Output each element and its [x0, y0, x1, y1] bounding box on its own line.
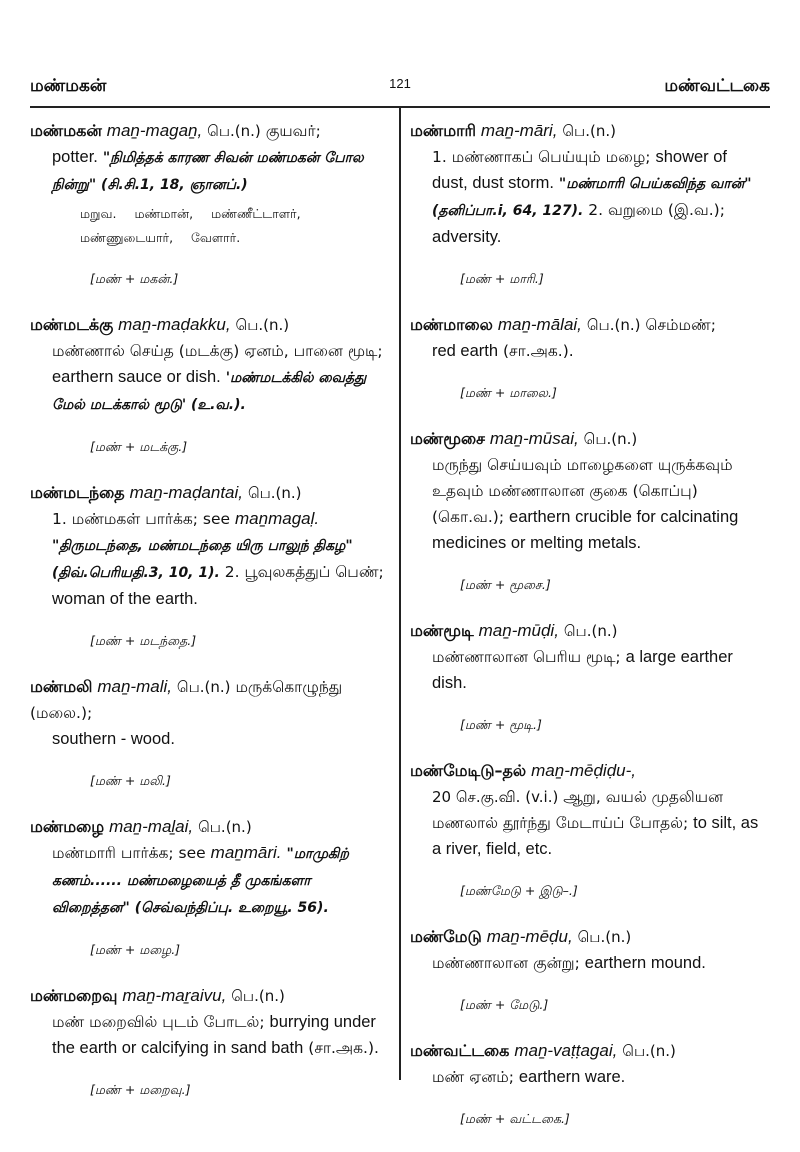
entry-body — [410, 1064, 765, 1090]
headword: மண்மலி — [30, 677, 93, 696]
definition-tamil: மண் மறைவில் புடம் போடல்; — [52, 1013, 265, 1031]
definition-tamil: மண்ணால் செய்த (மடக்கு) ஏனம், பானை மூடி; — [52, 342, 383, 360]
dictionary-entry — [410, 618, 765, 738]
headword: மண்மகன் — [30, 121, 102, 140]
synonym: மண்ணீட்டாளர், — [211, 206, 301, 221]
definition-english: burrying under the earth or calcifying in sand bath — [52, 1013, 376, 1057]
left-column — [30, 118, 390, 1123]
transliteration: maṉ-maḍakku, — [118, 315, 231, 334]
dictionary-entry — [30, 312, 390, 460]
cross-reference: maṉmagaḷ. — [235, 509, 320, 528]
dictionary-entry — [30, 118, 390, 292]
etymology: [மண் + மாரி.] — [460, 271, 544, 286]
dictionary-entry — [410, 1038, 765, 1132]
definition-english: southern - wood. — [52, 730, 175, 748]
transliteration: maṉ-vaṭṭagai, — [514, 1041, 618, 1060]
definition-english: shower of dust, dust storm. — [432, 148, 728, 192]
dictionary-entry — [410, 426, 765, 598]
citation: "மண்மாரி பெய்கவிந்த வான்" (தனிப்பா.i, 64, 127). — [432, 176, 752, 219]
transliteration: maṉ-maḍantai, — [129, 483, 243, 502]
dictionary-entry — [410, 758, 765, 904]
etymology: [மண்மேடு + இடு–.] — [460, 883, 578, 898]
definition-tamil: 2. வறுமை (இ.வ.); — [588, 201, 725, 219]
entry-first-line — [410, 118, 765, 144]
entry-body — [30, 840, 390, 921]
dictionary-entry — [30, 480, 390, 654]
page-number: 121 — [389, 76, 411, 91]
citation: "மாமுகிற் கணம்...... மண்மழையைத் தீ முகங்களா விறைத்தன" (செவ்வந்திப்பு. உறையூ. 56). — [52, 846, 349, 916]
right-column — [410, 118, 765, 1152]
dictionary-entry — [410, 924, 765, 1018]
definition-english: earthern ware. — [518, 1068, 626, 1086]
entry-first-line — [410, 426, 765, 452]
definition-english: red earth — [432, 342, 499, 360]
cross-reference: maṉmāri. — [210, 843, 282, 862]
headword: மண்மறைவு — [30, 986, 118, 1005]
transliteration: maṉ-mūḍi, — [478, 621, 559, 640]
definition-tamil: 1. மண்ணாகப் பெய்யும் மழை; — [432, 148, 651, 166]
etymology: [மண் + மூசை.] — [460, 577, 551, 592]
definition-tamil: மண்மாரி பார்க்க; see — [52, 844, 206, 862]
headword: மண்மூசை — [410, 429, 485, 448]
header-right-guideword: மண்வட்டகை — [664, 76, 770, 96]
entry-body — [410, 452, 765, 556]
grammar-label: பெ.(n.) — [231, 987, 285, 1005]
citation: 'மண்மடக்கில் வைத்து மேல் மடக்கால் மூடு' (உ.வ.). — [52, 370, 367, 413]
synonym: மண்மான், — [134, 206, 194, 221]
definition-tamil: மருந்து செய்யவும் மாழைகளை யுருக்கவும் உதவும் மண்ணாலான குகை (கொப்பு) (கொ.வ.); — [432, 456, 733, 526]
grammar-label: பெ.(n.) — [563, 622, 618, 640]
etymology: [மண் + மூடி.] — [460, 717, 542, 732]
header-left-guideword: மண்மகன் — [30, 76, 107, 96]
transliteration: maṉ-mālai, — [497, 315, 582, 334]
headword: மண்மழை — [30, 817, 105, 836]
definition-tamil: ஆறு, வயல் முதலியன மணலால் தூர்ந்து மேடாய்ப் போதல்; — [432, 788, 724, 832]
etymology: [மண் + மேடு.] — [460, 997, 549, 1012]
citation: "திருமடந்தை, மண்மடந்தை யிரு பாலுந் திகழ" (திவ்.பெரியதி.3, 10, 1). — [52, 538, 353, 581]
headword: மண்மூடி — [410, 621, 474, 640]
grammar-label: 20 செ.கு.வி. (v.i.) — [432, 788, 559, 806]
transliteration: maṉ-maṟaivu, — [122, 986, 227, 1005]
transliteration: maṉ-maḻai, — [109, 817, 194, 836]
entry-body — [30, 726, 390, 752]
grammar-label: பெ.(n.) — [577, 928, 632, 946]
headword: மண்மாலை — [410, 315, 493, 334]
grammar-label: பெ.(n.) — [207, 122, 261, 140]
entry-first-line — [30, 814, 390, 840]
dictionary-entry — [30, 674, 390, 794]
synonym-label: மறுவ. — [80, 206, 117, 221]
entry-first-line — [30, 118, 390, 144]
column-divider — [399, 108, 401, 1080]
definition-tamil: செம்மண்; — [645, 316, 716, 334]
entry-first-line — [30, 480, 390, 506]
dictionary-entry — [410, 118, 765, 292]
entry-body — [410, 950, 765, 976]
definition-tamil: மண்ணாலான பெரிய மூடி; — [432, 648, 621, 666]
synonym: மண்ணுடையார், — [80, 230, 174, 245]
entry-body — [30, 1009, 390, 1061]
etymology: [மண் + மடந்தை.] — [90, 633, 197, 648]
dictionary-entry — [410, 312, 765, 406]
definition-english: a large earther dish. — [432, 648, 733, 692]
entry-first-line — [410, 618, 765, 644]
source-abbreviation: (சா.அக.). — [308, 1039, 379, 1057]
definition-tamil: மண்ணாலான குன்று; — [432, 954, 580, 972]
transliteration: maṉ-mēḍiḍu-, — [531, 761, 636, 780]
definition-tamil: 1. மண்மகள் பார்க்க; see — [52, 510, 231, 528]
definition-english: earthern sauce or dish. — [52, 368, 221, 386]
transliteration: maṉ-māri, — [480, 121, 558, 140]
entry-body — [30, 338, 390, 418]
etymology: [மண் + மடக்கு.] — [90, 439, 188, 454]
definition-tamil: மண் ஏனம்; — [432, 1068, 514, 1086]
headword: மண்மாரி — [410, 121, 476, 140]
entry-body — [410, 784, 765, 862]
etymology: [மண் + மகன்.] — [90, 271, 179, 286]
grammar-label: பெ.(n.) — [622, 1042, 676, 1060]
etymology: [மண் + மழை.] — [90, 942, 181, 957]
etymology: [மண் + வட்டகை.] — [460, 1111, 570, 1126]
etymology: [மண் + மலி.] — [90, 773, 171, 788]
grammar-label: பெ.(n.) — [583, 430, 638, 448]
grammar-label: பெ.(n.) — [235, 316, 290, 334]
entry-body — [410, 144, 765, 250]
grammar-label: பெ.(n.) — [247, 484, 302, 502]
grammar-label: பெ.(n.) — [198, 818, 252, 836]
grammar-label: பெ.(n.) — [562, 122, 616, 140]
entry-first-line — [30, 983, 390, 1009]
page-header — [30, 76, 770, 100]
entry-first-line — [410, 1038, 765, 1064]
entry-body — [410, 338, 765, 364]
transliteration: maṉ-mali, — [97, 677, 172, 696]
etymology: [மண் + மாலை.] — [460, 385, 557, 400]
grammar-label: பெ.(n.) — [176, 678, 231, 696]
entry-first-line — [410, 924, 765, 950]
grammar-label: பெ.(n.) — [586, 316, 641, 334]
definition-tamil: மருக்கொழுந்து (மலை.); — [30, 678, 343, 722]
definition-english: potter. — [52, 148, 98, 166]
headword: மண்வட்டகை — [410, 1041, 510, 1060]
transliteration: maṉ-mūsai, — [489, 429, 579, 448]
headword: மண்மேடு — [410, 927, 482, 946]
dictionary-entry — [30, 814, 390, 963]
entry-first-line — [410, 312, 765, 338]
etymology: [மண் + மறைவு.] — [90, 1082, 191, 1097]
definition-english: to silt, as a river, field, etc. — [432, 814, 759, 858]
definition-english: earthern mound. — [584, 954, 706, 972]
definition-tamil: குயவர்; — [265, 122, 321, 140]
definition-english: woman of the earth. — [52, 590, 198, 608]
entry-first-line — [410, 758, 765, 784]
synonyms — [30, 202, 390, 250]
source-abbreviation: (சா.அக.). — [502, 342, 574, 360]
citation: "நிமித்தக் காரண சிவன் மண்மகன் போல நின்று" (சி.சி.1, 18, ஞானப்.) — [52, 150, 364, 193]
headword: மண்மேடிடு–தல் — [410, 761, 527, 780]
transliteration: maṉ-magaṉ, — [106, 121, 203, 140]
transliteration: maṉ-mēḍu, — [486, 927, 573, 946]
entry-first-line — [30, 674, 390, 726]
entry-body — [30, 144, 390, 198]
entry-body — [30, 506, 390, 612]
definition-english: adversity. — [432, 228, 502, 246]
synonym: வேளார். — [191, 230, 241, 245]
dictionary-entry — [30, 983, 390, 1103]
headword: மண்மடந்தை — [30, 483, 125, 502]
definition-tamil: 2. பூவுலகத்துப் பெண்; — [224, 563, 384, 581]
entry-first-line — [30, 312, 390, 338]
definition-english: earthern crucible for calcinating medicines or melting metals. — [432, 508, 739, 552]
headword: மண்மடக்கு — [30, 315, 114, 334]
entry-body — [410, 644, 765, 696]
